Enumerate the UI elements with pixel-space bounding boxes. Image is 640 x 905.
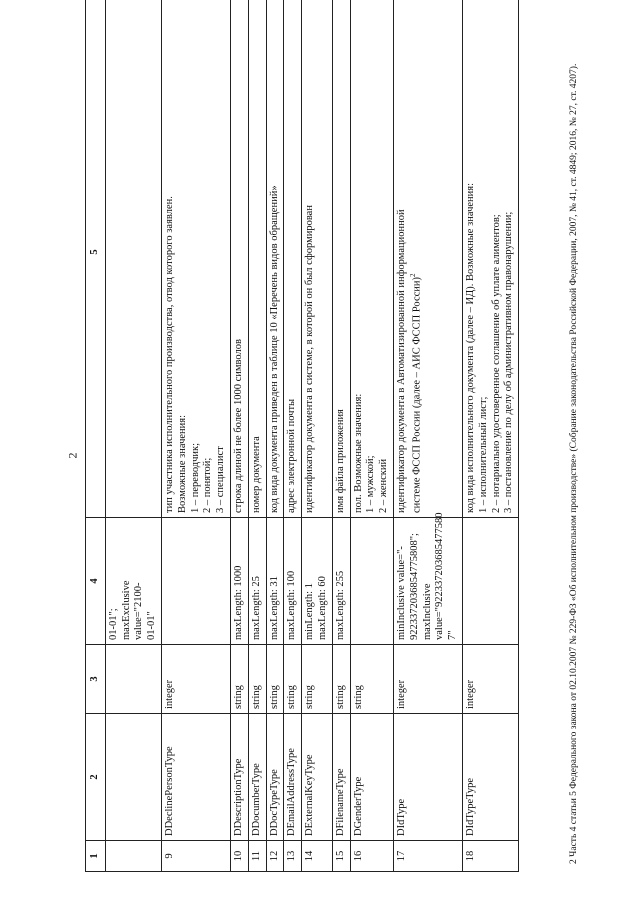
base-type: string (304, 685, 316, 709)
column-header-1: 1 (86, 841, 106, 872)
description-line: адрес электронной почты (286, 398, 298, 513)
description-cell (284, 0, 302, 518)
restriction-line: 01-01" (146, 611, 158, 640)
description-line: 3 – постановление по делу об административном правонарушении; (503, 211, 515, 513)
table-row (332, 0, 350, 872)
description-line: идентификатор документа в Автоматизированной информационной (395, 209, 407, 513)
footnote-mark: 2 (408, 273, 417, 277)
table-row (266, 0, 284, 872)
type-name-cell (350, 714, 393, 841)
restriction-line: minInclusive value="- (395, 546, 407, 640)
description-line: 1 – переводчик; (189, 442, 201, 513)
description-line: код вида документа приведен в таблице 10 «Перечень видов обращений» (268, 185, 280, 513)
description-line: Возможные значения: (176, 414, 188, 513)
restrictions-cell (284, 518, 302, 645)
description-line: 2 – нотариально удостоверенное соглашение об уплате алиментов; (490, 214, 502, 513)
restriction-line: maxLength: 60 (316, 576, 328, 640)
table-row (230, 0, 248, 872)
table-row (462, 0, 518, 872)
restrictions-cell (248, 518, 266, 645)
base-type-cell (266, 645, 284, 714)
row-number: 9 (163, 853, 175, 859)
table-row (161, 0, 230, 872)
description-line: номер документа (250, 436, 262, 513)
restriction-line: maxLength: 255 (334, 570, 346, 640)
restriction-line: 9223372036854775808"; (408, 533, 420, 640)
restriction-line: maxLength: 1000 (232, 565, 244, 640)
description-line: код вида исполнительного документа (далее – ИД). Возможные значения: (464, 182, 476, 513)
description-line: 2 – понятой; (202, 457, 214, 513)
restriction-line: maxInclusive (421, 583, 433, 640)
base-type: string (286, 685, 298, 709)
base-type: string (352, 685, 364, 709)
type-name: DExternalKeyType (304, 754, 316, 836)
row-number-cell (462, 841, 518, 872)
type-name-cell (230, 714, 248, 841)
type-name-cell (332, 714, 350, 841)
row-number-cell (248, 841, 266, 872)
column-header-5: 5 (86, 0, 106, 518)
table-row (393, 0, 462, 872)
column-header-2: 2 (86, 714, 106, 841)
row-number-cell (393, 841, 462, 872)
row-number-cell (332, 841, 350, 872)
table-header-row (86, 0, 106, 872)
base-type-cell (350, 645, 393, 714)
row-number: 12 (268, 850, 280, 862)
table-row (105, 0, 161, 872)
row-number: 11 (250, 850, 262, 862)
table-row (284, 0, 302, 872)
rotated-table-wrapper (85, 32, 555, 872)
restrictions-cell (105, 518, 161, 645)
row-number-cell (230, 841, 248, 872)
base-type: integer (395, 679, 407, 709)
restriction-line: value="922337203685477580 (434, 512, 446, 640)
table-row (248, 0, 266, 872)
type-name: DDocTypeType (268, 769, 280, 836)
description-cell (230, 0, 248, 518)
row-number-cell (266, 841, 284, 872)
base-type: integer (464, 679, 476, 709)
description-line: идентификатор документа в системе, в которой он был сформирован (304, 205, 316, 513)
row-number: 14 (304, 850, 316, 862)
restrictions-cell (161, 518, 230, 645)
data-types-table (85, 0, 519, 872)
type-name-cell (284, 714, 302, 841)
restrictions-cell (230, 518, 248, 645)
base-type: integer (163, 679, 175, 709)
description-cell (332, 0, 350, 518)
base-type-cell (105, 645, 161, 714)
column-header-3: 3 (86, 645, 106, 714)
footnote: 2 Часть 4 статьи 5 Федерального закона от 02.10.2007 № 229-ФЗ «Об исполнительном производстве» (Собрание законодательства Российской Федерации, 2007, № 41, ст. 4849; 2016, № 27, ст. 4207). (569, 63, 580, 864)
column-header-4: 4 (86, 518, 106, 645)
row-number: 18 (464, 850, 476, 862)
restriction-line: minLength: 1 (304, 583, 316, 640)
base-type: string (268, 685, 280, 709)
base-type-cell (393, 645, 462, 714)
description-cell (248, 0, 266, 518)
base-type-cell (230, 645, 248, 714)
base-type-cell (332, 645, 350, 714)
description-cell (350, 0, 393, 518)
row-number-cell (302, 841, 333, 872)
row-number: 13 (286, 850, 298, 862)
description-line: строка длиной не более 1000 символов (232, 339, 244, 513)
type-name: DDeclinePersonType (163, 746, 175, 836)
description-line: тип участника исполнительного производства, отвод которого заявлен. (163, 196, 175, 513)
table-body (105, 0, 518, 872)
type-name-cell (302, 714, 333, 841)
row-number: 17 (395, 850, 407, 862)
table-row (350, 0, 393, 872)
description-line: 1 – исполнительный лист; (477, 396, 489, 513)
type-name: DDescriptionType (232, 758, 244, 836)
row-number-cell (350, 841, 393, 872)
base-type: string (334, 685, 346, 709)
restriction-line: maxLength: 100 (286, 570, 298, 640)
type-name: DEmailAddressType (286, 748, 298, 836)
description-line: имя файла приложения (334, 409, 346, 513)
type-name-cell (248, 714, 266, 841)
type-name: DFilenameType (334, 768, 346, 836)
restriction-line: maxLength: 31 (268, 576, 280, 640)
restriction-line: 7" (447, 630, 459, 640)
description-line: системе ФССП России (далее – АИС ФССП России) (411, 276, 423, 513)
page-number: 2 (65, 452, 80, 459)
type-name-cell (393, 714, 462, 841)
type-name: DGenderType (352, 776, 364, 836)
type-name-cell (105, 714, 161, 841)
type-name: DDocumberType (250, 763, 262, 836)
row-number-cell (284, 841, 302, 872)
description-line: 1 – мужской; (365, 455, 377, 513)
description-line: пол. Возможные значения: (352, 393, 364, 513)
type-name-cell (161, 714, 230, 841)
type-name-cell (462, 714, 518, 841)
description-line: 3 – специалист (215, 446, 227, 513)
type-name-cell (266, 714, 284, 841)
row-number-cell (161, 841, 230, 872)
description-cell (302, 0, 333, 518)
description-cell (266, 0, 284, 518)
base-type-cell (302, 645, 333, 714)
restriction-line: 01-01"; (107, 608, 119, 640)
restrictions-cell (350, 518, 393, 645)
row-number: 16 (352, 850, 364, 862)
row-number-cell (105, 841, 161, 872)
restrictions-cell (462, 518, 518, 645)
type-name: DIdTypeType (464, 777, 476, 836)
description-cell (393, 0, 462, 518)
restriction-line: maxLength: 25 (250, 576, 262, 640)
description-cell (161, 0, 230, 518)
base-type-cell (462, 645, 518, 714)
base-type-cell (248, 645, 266, 714)
description-cell (462, 0, 518, 518)
row-number: 10 (232, 850, 244, 862)
description-line: 2 – женский (378, 458, 390, 513)
base-type-cell (284, 645, 302, 714)
row-number: 15 (334, 850, 346, 862)
restrictions-cell (302, 518, 333, 645)
restrictions-cell (266, 518, 284, 645)
table-row (302, 0, 333, 872)
type-name: DIdType (395, 798, 407, 836)
restrictions-cell (332, 518, 350, 645)
base-type-cell (161, 645, 230, 714)
description-cell (105, 0, 161, 518)
restriction-line: maxExclusive value="2100- (120, 580, 145, 640)
restrictions-cell (393, 512, 462, 645)
base-type: string (250, 685, 262, 709)
base-type: string (232, 685, 244, 709)
